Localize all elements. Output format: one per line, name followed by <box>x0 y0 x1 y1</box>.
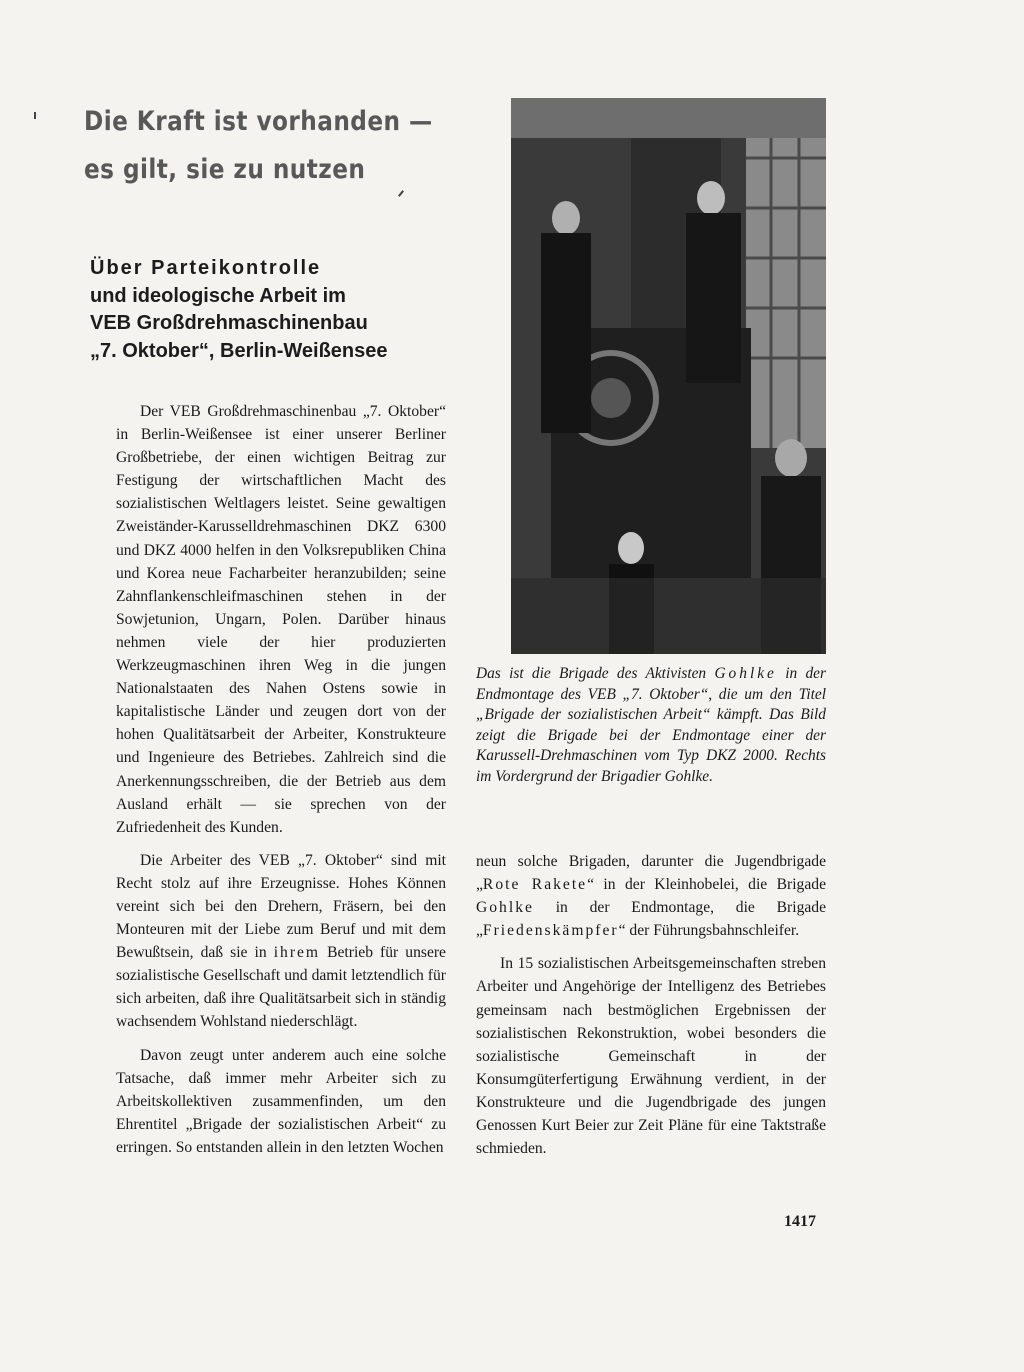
headline-line-2: es gilt, sie zu nutzen <box>84 154 366 185</box>
caption-name: Gohlke <box>714 665 777 682</box>
paragraph-2 <box>116 849 446 1034</box>
paragraph-2-text-b: Betrieb für unsere sozialistische Gesellschaft und damit letztendlich für sich arbeiten, daß ihre Qualitätsarbeit sich in ständig wachsendem Wohlstand niederschlägt. <box>116 944 446 1031</box>
subhead-line-2: und ideologische Arbeit im <box>90 284 346 307</box>
paragraph-1: Der VEB Großdrehmaschinenbau „7. Oktober“ in Berlin-Weißensee ist einer unserer Berliner Großbetriebe, der einen wichtigen Beitrag zur Festigung der wirtschaftlichen Macht des sozialistischen Weltlagers leistet. Seine gewaltigen Zweiständer-Karusselldrehmaschinen DKZ 6300 und DKZ 4000 helfen in den Volksrepubliken China und Korea neue Facharbeiter heranzubilden; seine Zahnflankenschleifmaschinen stehen in der Sowjetunion, Ungarn, Polen. Darüber hinaus nehmen viele der hier produzierten Werkzeugmaschinen ihren Weg in die jungen Nationalstaaten des Nahen Ostens sowie in kapitalistische Länder und zeugen dort von der hohen Qualitätsarbeit der Arbeiter, Konstrukteure und Ingenieure des Betriebes. Zahlreich sind die Anerkennungsschreiben, die der Betrieb aus dem Ausland erhält — sie sprechen von der Zufriedenheit des Kunden. <box>116 403 446 836</box>
paragraph-4 <box>476 850 826 942</box>
photo-illustration <box>511 98 826 654</box>
caption-text-b: in der Endmontage des VEB „7. Oktober“, die um den Titel „Brigade der sozialistischen Arbeit“ kämpft. Das Bild zeigt die Brigade bei der Endmontage einer der Karussell-Drehmaschinen vom Typ DKZ 2000. Rechts im Vordergrund der Brigadier Gohlke. <box>476 665 826 785</box>
subhead-line-4: „7. Oktober“, Berlin-Weißensee <box>90 339 388 362</box>
headline <box>84 98 433 194</box>
paragraph-4-text-a: neun solche Brigaden, darunter die Jugendbrigade „ <box>476 853 826 894</box>
headline-line-1: Die Kraft ist vorhanden — <box>84 106 433 137</box>
subhead-line-1: Über Parteikontrolle <box>90 257 322 279</box>
brigade-name-friedenskaempfer: Friedenskämpfer <box>482 922 619 940</box>
subheadline <box>90 255 455 365</box>
paragraph-4-text-b: “ in der Kleinhobelei, die Brigade <box>587 876 826 894</box>
paragraph-4-text-d: “ der Führungsbahnschleifer. <box>618 922 800 940</box>
page-number: 1417 <box>784 1213 816 1230</box>
paragraph-3: Davon zeugt unter anderem auch eine solche Tatsache, daß immer mehr Arbeiter sich zu Arbeitskollektiven zusammenfinden, um den Ehrentitel „Brigade der sozialistischen Arbeit“ zu erringen. So entstanden allein in den letzten Wochen <box>116 1046 446 1156</box>
scan-mark <box>398 190 404 197</box>
brigade-name-rote-rakete: Rote Rakete <box>482 876 588 894</box>
paragraph-5: In 15 sozialistischen Arbeitsgemeinschaften streben Arbeiter und Angehörige der Intelligenz des Betriebes gemeinsam nach bestmöglichen Ergebnissen der sozialistischen Rekonstruktion, wobei besonders die sozialistische Gemeinschaft in der Konsumgüterfertigung Erwähnung verdient, in der Konstrukteure und die Jugendbrigade des jungen Genossen Kurt Beier zur Zeit Pläne für eine Taktstraße schmieden. <box>476 955 826 1158</box>
paragraph-2-text-a: Die Arbeiter des VEB „7. Oktober“ sind mit Recht stolz auf ihre Erzeugnisse. Hohes Können vereint sich bei den Drehern, Fräsern, bei den Monteuren mit der Liebe zum Beruf und mit dem Bewußtsein, daß sie in <box>116 851 446 962</box>
brigade-photo <box>511 98 826 654</box>
paragraph-4-text-c: in der Endmontage, die Brigade „ <box>476 899 827 940</box>
subhead-line-3: VEB Großdrehmaschinenbau <box>90 312 368 334</box>
photo-caption <box>476 664 826 788</box>
brigade-name-gohlke: Gohlke <box>476 899 534 917</box>
paragraph-2-emphasis: ihrem <box>273 944 321 962</box>
article-column-left <box>116 400 446 1159</box>
article-column-right <box>476 850 826 1160</box>
caption-text-a: Das ist die Brigade des Aktivisten <box>476 665 707 682</box>
scan-mark <box>34 112 36 119</box>
